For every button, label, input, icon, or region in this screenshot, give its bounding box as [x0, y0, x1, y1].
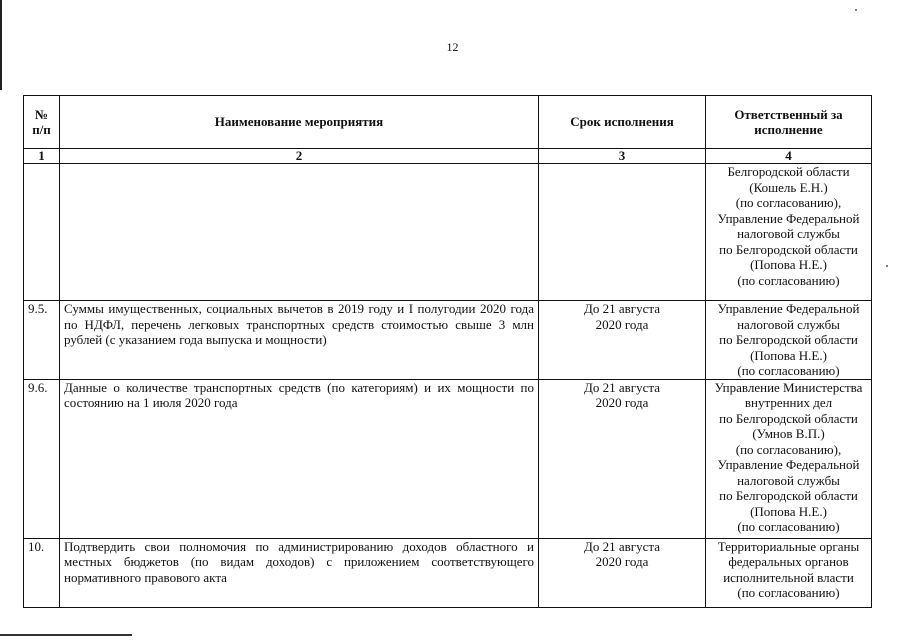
- deadline-cell: [539, 538, 706, 607]
- responsible-cell: [706, 379, 872, 538]
- responsible-line: Управление Министерства: [714, 379, 863, 395]
- responsible-line: (по согласованию): [737, 272, 840, 288]
- column-index: 1: [24, 149, 60, 164]
- responsible-cell: [706, 164, 872, 301]
- header-name: Наименование мероприятия: [60, 96, 539, 149]
- responsible-line: по Белгородской области: [719, 332, 858, 347]
- measure-name: Подтвердить свои полномочия по администрированию доходов областного и местных бюджетов (по видам доходов) с приложением соответствующего нормативного правового акта: [60, 538, 539, 607]
- deadline-cell: [539, 379, 706, 538]
- responsible-line: по Белгородской области: [719, 241, 858, 257]
- header-term: Срок исполнения: [539, 96, 706, 149]
- responsible-line: Управление Федеральной: [717, 301, 860, 316]
- header-row: [24, 96, 872, 149]
- plan-table: [23, 95, 872, 608]
- measure-name: Суммы имущественных, социальных вычетов в 2019 году и I полугодии 2020 года по НДФЛ, перечень легковых транспортных средств стоимостью свыше 3 млн рублей (с указанием года выпуска и мощности): [60, 301, 539, 380]
- responsible-line: Территориальные органы: [717, 538, 860, 554]
- row-number: 10.: [24, 538, 60, 607]
- table-row: [24, 538, 872, 607]
- responsible-line: налоговой службы: [737, 226, 840, 241]
- header-responsible: Ответственный за исполнение: [706, 96, 872, 149]
- deadline-line: До 21 августа: [584, 301, 660, 316]
- table-row: [24, 164, 872, 301]
- row-number: [24, 164, 60, 301]
- deadline-line: 2020 года: [595, 316, 649, 332]
- page-number: 12: [446, 40, 459, 54]
- responsible-cell: [706, 301, 872, 380]
- responsible-line: налоговой службы: [737, 316, 840, 332]
- measure-name: Данные о количестве транспортных средств (по категориям) и их мощности по состоянию на 1 июля 2020 года: [60, 379, 539, 538]
- measure-name: [60, 164, 539, 301]
- responsible-line: Управление Федеральной: [717, 210, 860, 226]
- row-number: 9.6.: [24, 379, 60, 538]
- responsible-line: (Кошель Е.Н.): [749, 179, 828, 195]
- responsible-line: налоговой службы: [737, 472, 840, 488]
- responsible-line: (по согласованию),: [735, 195, 842, 210]
- responsible-line: Управление Федеральной: [717, 457, 860, 472]
- column-index: 4: [706, 149, 872, 164]
- deadline-line: До 21 августа: [584, 538, 660, 554]
- deadline-cell: [539, 164, 706, 301]
- deadline-line: 2020 года: [595, 395, 649, 410]
- responsible-line: федеральных органов: [728, 554, 849, 569]
- scan-speck: [886, 265, 888, 267]
- column-index: 3: [539, 149, 706, 164]
- responsible-line: по Белгородской области: [719, 410, 858, 426]
- responsible-line: (Попова Н.Е.): [750, 347, 827, 363]
- responsible-line: (по согласованию): [737, 363, 840, 378]
- table-row: [24, 379, 872, 538]
- responsible-line: Белгородской области: [727, 164, 850, 179]
- deadline-cell: [539, 301, 706, 380]
- scan-speck: [855, 9, 857, 11]
- deadline-line: До 21 августа: [584, 379, 660, 395]
- responsible-line: (по согласованию),: [735, 441, 842, 457]
- responsible-line: по Белгородской области: [719, 488, 858, 503]
- row-number: 9.5.: [24, 301, 60, 380]
- responsible-line: (Умнов В.П.): [752, 426, 825, 441]
- column-index: 2: [60, 149, 539, 164]
- responsible-line: (Попова Н.Е.): [750, 503, 827, 519]
- responsible-line: (по согласованию): [737, 585, 840, 600]
- scan-edge: [0, 634, 132, 636]
- responsible-cell: [706, 538, 872, 607]
- responsible-line: внутренних дел: [744, 395, 833, 410]
- responsible-line: исполнительной власти: [723, 569, 854, 585]
- responsible-line: (по согласованию): [737, 519, 840, 534]
- responsible-line: (Попова Н.Е.): [750, 257, 827, 272]
- column-index-row: [24, 149, 872, 164]
- deadline-line: 2020 года: [595, 554, 649, 569]
- table-row: [24, 301, 872, 380]
- header-num: № п/п: [24, 96, 60, 149]
